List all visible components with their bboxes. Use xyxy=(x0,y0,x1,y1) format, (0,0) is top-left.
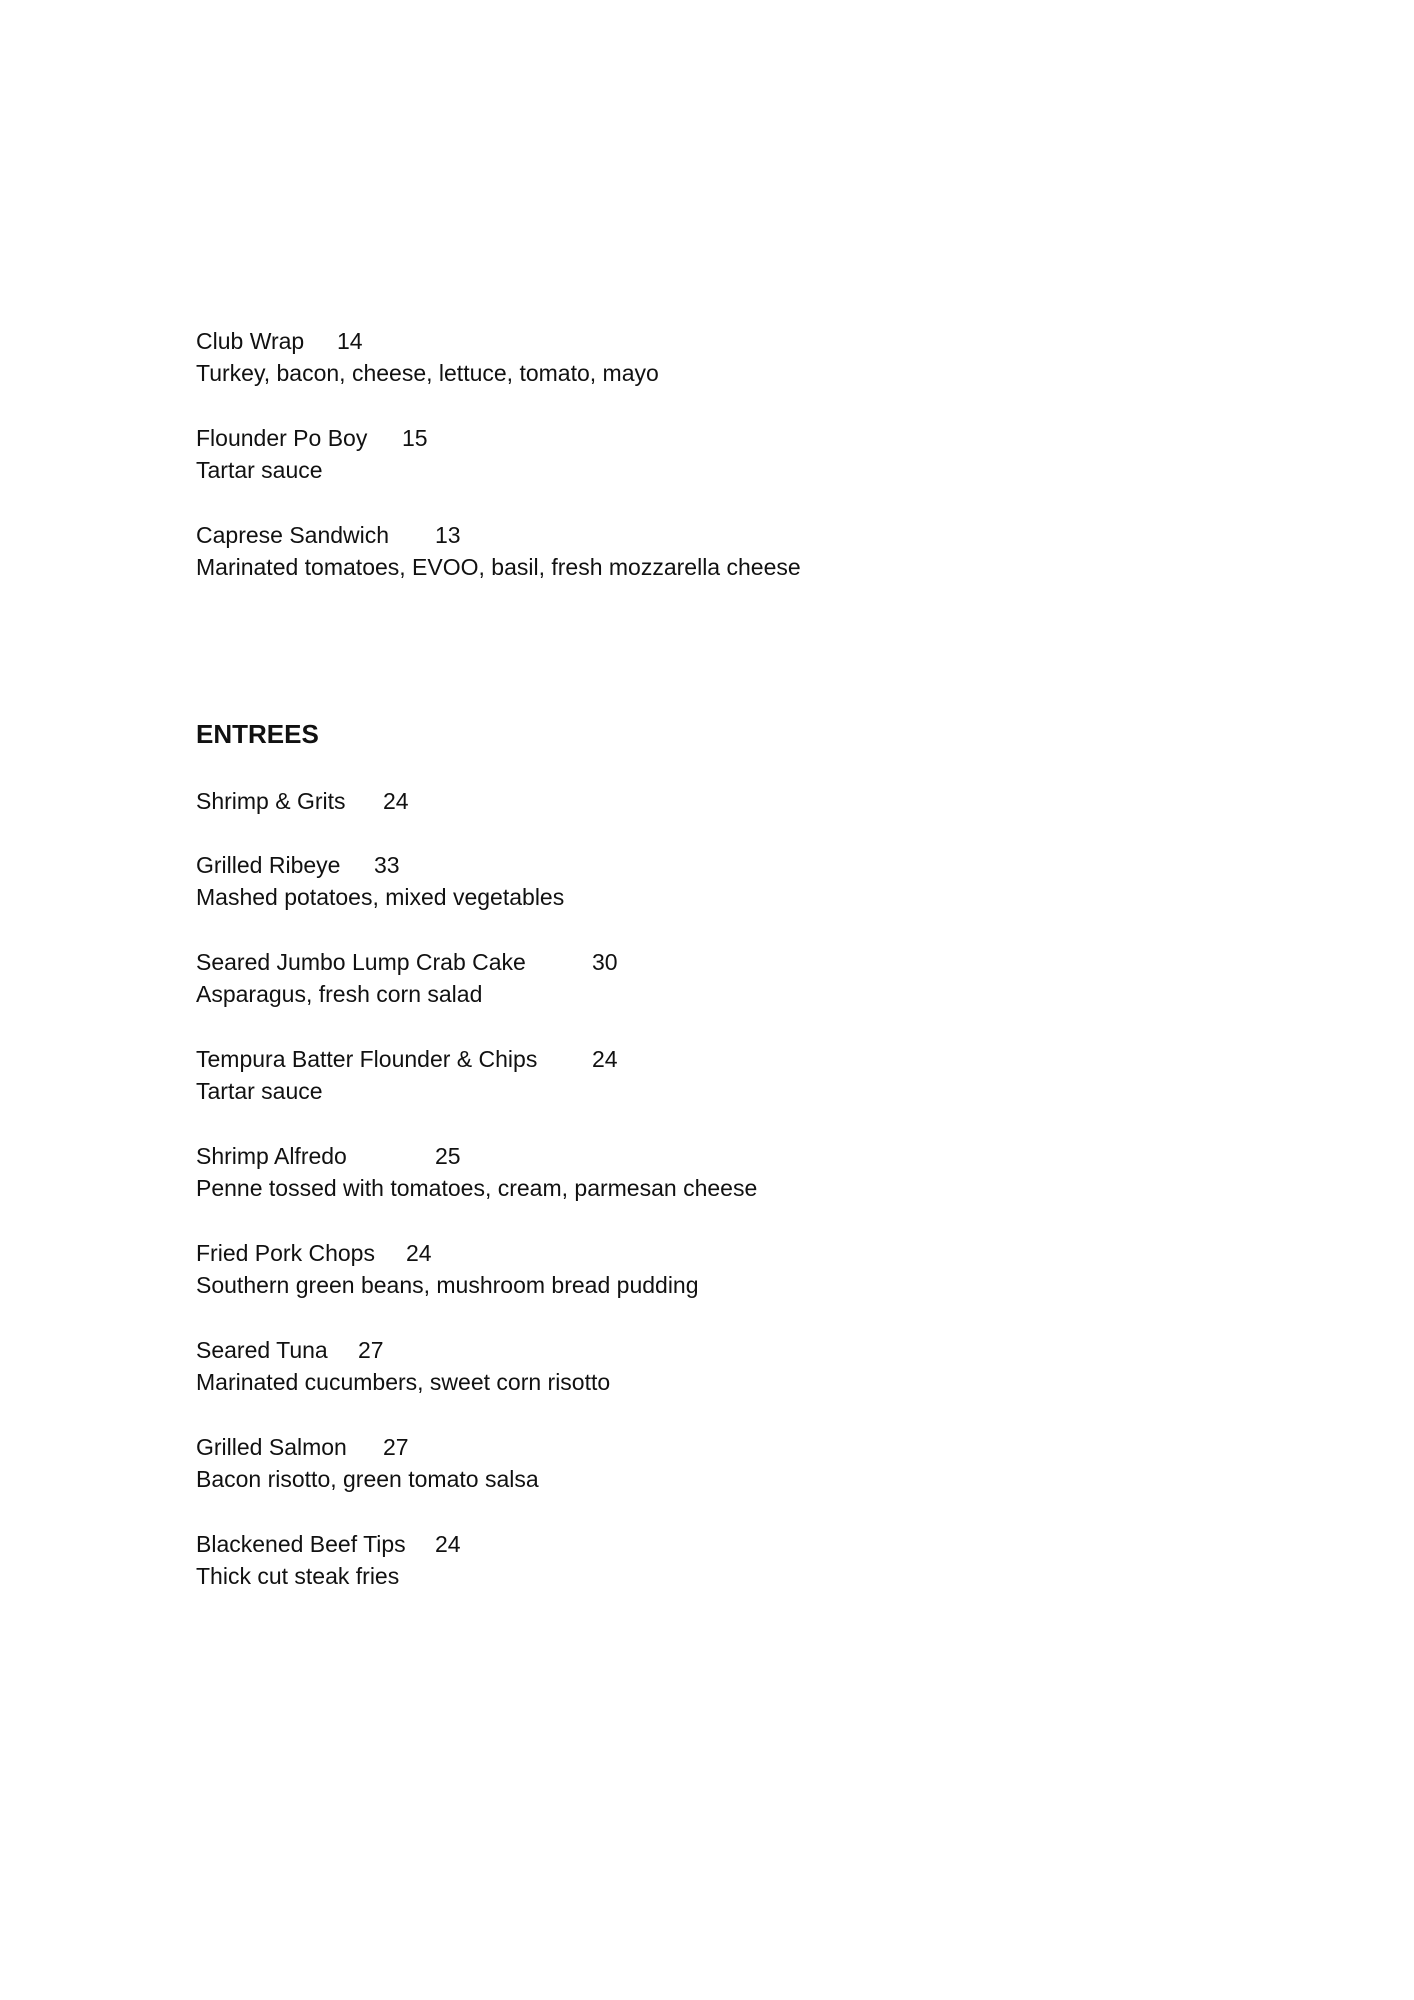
menu-item-price: 14 xyxy=(337,328,363,354)
menu-item-description: Tartar sauce xyxy=(196,1078,323,1104)
menu-item-price: 33 xyxy=(374,852,400,878)
menu-item-name: Seared Jumbo Lump Crab Cake xyxy=(196,949,526,975)
menu-item-price: 24 xyxy=(592,1046,618,1072)
menu-item-description: Asparagus, fresh corn salad xyxy=(196,981,483,1007)
menu-item-grilled-salmon xyxy=(196,1431,1296,1495)
menu-item-seared-tuna xyxy=(196,1334,1296,1398)
menu-item-description: Marinated cucumbers, sweet corn risotto xyxy=(196,1369,611,1395)
menu-item-name: Shrimp & Grits xyxy=(196,788,346,814)
menu-item-shrimp-alfredo xyxy=(196,1140,1296,1204)
menu-item-shrimp-grits xyxy=(196,785,1296,817)
menu-item-club-wrap xyxy=(196,325,1296,389)
menu-item-name: Club Wrap xyxy=(196,328,305,354)
menu-item-price: 13 xyxy=(435,522,461,548)
menu-item-price: 27 xyxy=(358,1337,384,1363)
section-heading-entrees: ENTREES xyxy=(196,719,319,749)
menu-item-description: Penne tossed with tomatoes, cream, parmesan cheese xyxy=(196,1175,758,1201)
menu-item-blackened-beef-tips xyxy=(196,1528,1296,1592)
menu-item-price: 30 xyxy=(592,949,618,975)
menu-item-price: 24 xyxy=(383,788,409,814)
menu-item-flounder-chips xyxy=(196,1043,1296,1107)
menu-item-name: Seared Tuna xyxy=(196,1337,328,1363)
menu-item-name: Grilled Salmon xyxy=(196,1434,347,1460)
menu-item-description: Turkey, bacon, cheese, lettuce, tomato, mayo xyxy=(196,360,659,386)
menu-item-price: 24 xyxy=(435,1531,461,1557)
menu-item-name: Tempura Batter Flounder & Chips xyxy=(196,1046,538,1072)
menu-item-name: Flounder Po Boy xyxy=(196,425,368,451)
menu-item-description: Thick cut steak fries xyxy=(196,1563,400,1589)
menu-item-name: Blackened Beef Tips xyxy=(196,1531,406,1557)
menu-item-fried-pork-chops xyxy=(196,1237,1296,1301)
menu-item-description: Bacon risotto, green tomato salsa xyxy=(196,1466,539,1492)
menu-item-flounder-po-boy xyxy=(196,422,1296,486)
menu-item-name: Shrimp Alfredo xyxy=(196,1143,347,1169)
menu-item-grilled-ribeye xyxy=(196,849,1296,913)
menu-item-price: 24 xyxy=(406,1240,432,1266)
menu-item-description: Tartar sauce xyxy=(196,457,323,483)
menu-item-name: Fried Pork Chops xyxy=(196,1240,375,1266)
menu-item-price: 25 xyxy=(435,1143,461,1169)
menu-item-name: Grilled Ribeye xyxy=(196,852,341,878)
menu-item-crab-cake xyxy=(196,946,1296,1010)
menu-item-caprese-sandwich xyxy=(196,519,1296,583)
menu-item-name: Caprese Sandwich xyxy=(196,522,390,548)
menu-item-description: Marinated tomatoes, EVOO, basil, fresh mozzarella cheese xyxy=(196,554,801,580)
menu-item-description: Mashed potatoes, mixed vegetables xyxy=(196,884,565,910)
menu-item-price: 27 xyxy=(383,1434,409,1460)
menu-item-description: Southern green beans, mushroom bread pudding xyxy=(196,1272,699,1298)
menu-item-price: 15 xyxy=(402,425,428,451)
